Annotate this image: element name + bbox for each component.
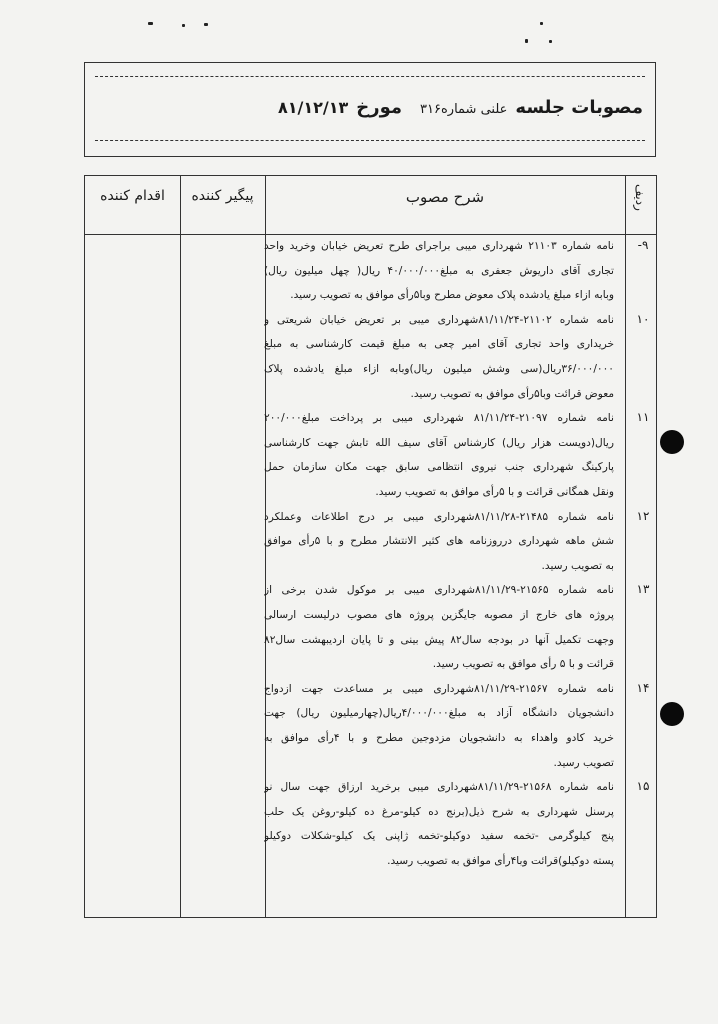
row-number: ۱۳ xyxy=(636,582,650,597)
resolution-text-line: نامه شماره ۲۱۵۶۷-۸۱/۱۱/۲۹شهرداری میبی بر مساعدت جهت ازدواج xyxy=(264,682,614,695)
row-number: ۱۲ xyxy=(636,508,650,523)
row-number: ۱۰ xyxy=(636,311,650,326)
resolution-text-line: وجهت تکمیل آنها در بودجه سال۸۲ پیش بینی و تا پایان اردیبهشت سال۸۲ xyxy=(264,633,614,646)
resolution-text-line: نامه شماره ۲۱۱۰۳ شهرداری میبی براجرای طرح تعریض خیابان وخرید واحد xyxy=(264,240,614,252)
resolution-text-line: پنج کیلوگرمی -تخمه سفید دوکیلو-تخمه ژاپنی یک کیلو-شکلات دوکیلو xyxy=(264,830,614,843)
resolution-text-line: تجاری آقای داریوش جعفری به مبلغ۴۰/۰۰۰/۰۰۰ ریال( چهل میلیون ریال) xyxy=(264,264,614,277)
column-divider xyxy=(180,176,181,917)
resolution-text-line: وبابه ازاء مبلغ یادشده پلاک معوض مطرح وبا۵رأی موافق به تصویب رسید. xyxy=(290,289,614,302)
resolution-text-line: نامه شماره ۲۱۰۹۷-۸۱/۱۱/۲۴ شهرداری میبی بر پرداخت مبلغ۲۰۰/۰۰۰ xyxy=(264,412,614,425)
row-number: ۱۱ xyxy=(636,410,650,425)
resolution-text-line: خرید کادو واهداء به دانشجویان مزدوجین مطرح و با ۴رأی موافق به xyxy=(264,732,614,744)
resolution-text-line: پارکینگ شهرداری جنب نیروی انتظامی سابق جهت مکان سازمان حمل xyxy=(264,461,614,474)
resolution-text-line: ونقل همگانی قرائت و با ۵رأی موافق به تصویب رسید. xyxy=(375,486,614,498)
resolution-text-line: شش ماهه شهرداری درروزنامه های کثیر الانتشار مطرح و با ۵رأی موافق xyxy=(264,535,614,548)
scan-speck xyxy=(540,22,543,25)
resolution-text-line: به تصویب رسید. xyxy=(541,559,614,572)
scan-speck xyxy=(549,40,552,43)
resolution-text-line: معوض قرائت وبا۵رأی موافق به تصویب رسید. xyxy=(410,387,614,400)
row-number: ۱۵ xyxy=(636,779,650,794)
resolution-text-line: خریداری واحد تجاری آقای امیر چعی به مبلغ قیمت کارشناسی به مبلغ xyxy=(264,338,614,351)
resolution-text-line: پروژه های خارج از مصوبه جایگزین پروژه های مصوب درلیست ارسالی xyxy=(264,609,614,621)
resolution-text-line: پرسنل شهرداری به شرح ذیل(برنج ده کیلو-مرغ ده کیلو-روغن یک حلب xyxy=(264,805,614,818)
resolution-text-line: پسته دوکیلو)قرائت وبا۴رأی موافق به تصویب رسید. xyxy=(387,855,614,867)
column-header-row-number: ردیف xyxy=(633,184,647,211)
session-date: ۸۱/۱۲/۱۳ xyxy=(277,98,349,117)
page-title: مصوبات جلسه xyxy=(515,97,643,118)
resolution-text-line: دانشجویان دانشگاه آزاد به مبلغ۴/۰۰۰/۰۰۰ریال(چهارمیلیون ریال) جهت xyxy=(264,707,614,720)
header-title-row xyxy=(278,97,643,127)
resolution-text-line: نامه شماره ۲۱۱۰۲-۸۱/۱۱/۲۴شهرداری میبی بر تعریض خیابان شریعتی و xyxy=(264,313,614,326)
date-label: مورخ xyxy=(356,97,403,118)
resolution-text-line: نامه شماره ۲۱۴۸۵-۸۱/۱۱/۲۸شهرداری میبی بر درج اطلاعات وعملکرد xyxy=(264,510,614,523)
row-number: -۹ xyxy=(637,238,649,252)
scan-speck xyxy=(182,24,185,27)
column-header-follow-up: پیگیر کننده xyxy=(191,188,254,204)
row-number: ۱۴ xyxy=(636,680,650,695)
header-box xyxy=(84,62,656,157)
scan-speck xyxy=(148,22,153,25)
resolution-text-line: ریال(دویست هزار ریال) کارشناس آقای سیف الله تابش جهت کارشناسی xyxy=(264,436,614,449)
resolution-text-line: قرائت و با ۵ رأی موافق به تصویب رسید. xyxy=(432,658,614,671)
resolution-text-line: نامه شماره ۲۱۵۶۵-۸۱/۱۱/۲۹شهرداری میبی بر موکول شدن برخی از xyxy=(264,584,614,597)
session-number: علنی شماره۳۱۶ xyxy=(420,102,508,117)
column-divider xyxy=(625,176,626,917)
header-dashed-line-top xyxy=(95,76,645,77)
resolution-text-line: ۳۶/۰۰۰/۰۰۰ریال(سی وشش میلیون ریال)وبابه ازاء مبلغ یادشده پلاک xyxy=(264,363,614,375)
header-dashed-line-bottom xyxy=(95,140,645,141)
resolution-text-line: نامه شماره ۲۱۵۶۸-۸۱/۱۱/۲۹شهرداری میبی برخرید ارزاق جهت سال نو xyxy=(264,781,614,794)
scan-speck xyxy=(204,23,208,26)
punch-hole xyxy=(660,430,684,454)
resolution-text-line: تصویب رسید. xyxy=(553,756,614,769)
punch-hole xyxy=(660,702,684,726)
column-header-description: شرح مصوب xyxy=(405,188,485,206)
scan-speck xyxy=(525,39,528,43)
column-header-action-by: اقدام کننده xyxy=(100,188,165,204)
